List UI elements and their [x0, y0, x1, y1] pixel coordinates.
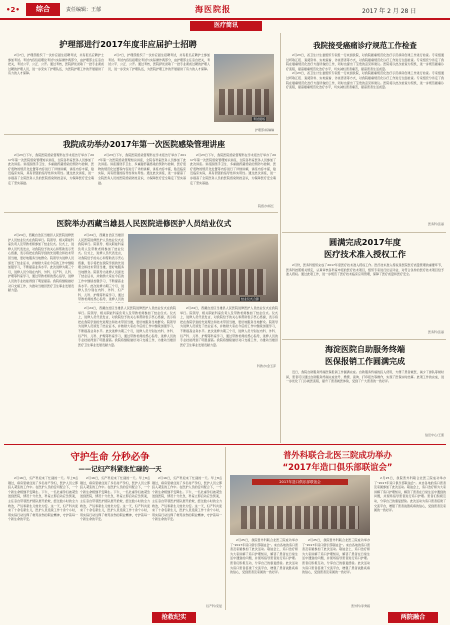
byline: 妇产科/宋瑶 — [205, 604, 222, 608]
article-body: 2月16日，妇产科迎来了忙碌的一天。早上8点刚过，病房里就住进了多名待产孕妇，医护人员立即投入紧张的工作中。在医护人员的密切配合下，一个个新生命相继平安降生。下午，一名危重孕妇被紧急送到医院，情况十分危急，科室立即启动应急预案，主任亲自带领医护团队展开抢救，经过数小时的全力救治，产妇和新生儿转危为安。这一天，妇产科共迎来了十余名新生儿，医护人员连续工作十余个小时，用实际行动诠释了救死扶伤的职业精神，守护着每一个新生命的平安。 — [152, 476, 222, 522]
article-body: 2月24日，西藏自治区当雄县人民医院进修医护人员结业仪式在我院举行。院领导、相关职能科室负责人及带教老师参加了结业仪式。仪式上，进修人员代表发言，对我院给予的关心和帮助表示衷心感谢，表示将把在我院学到的先进理念和技术带回当雄，更好地服务当地群众。院领导为进修人员颁发了结业证书，并勉励大家在今后的工作中继续加强学习，不断提高业务水平。此次进修为期三个月，进修人员分别在内科、外科、妇产科、儿科、护理等科室学习，通过带教老师的悉心指导，进修人员的专业技能得到了明显提高。我院将继续做好对口支援工作，为推动当雄县医疗卫生事业发展贡献力量。 — [180, 306, 278, 347]
article-title: 医院举办西藏当雄县人民医院进修医护人员结业仪式 — [56, 219, 232, 228]
article-body: 2月23日下午，我院医院感染管理科在学术报告厅举办了2017年第一次医院感染管理知识讲座，全院各科室医务人员参加了此次讲座。讲座围绕手卫生、多重耐药菌感染的预防与控制、医疗废物的规范化处置等内容进行了详细讲解，讲座内容丰富，贴近临床实际，具有很强的指导性和实用性。通过此次讲座，进一步提高了全院医务人员的医院感染防控意识，为保障医疗安全奠定了坚实基础。 — [98, 153, 186, 185]
article-body: 近日，我院自助服务终端医保报销工作圆满完成。自助服务终端的投入使用，方便了患者就医，减少了排队等候时间，患者可以通过自助服务终端完成挂号、缴费、查询、打印报告等操作，实现了医保实时结算。此项工作的完成，进一步优化了门诊就医流程，提升了患者就医体验，受到了广大患者的一致好评。 — [286, 370, 444, 384]
column-divider — [225, 447, 226, 610]
section-divider — [282, 339, 446, 340]
article-photo — [128, 234, 278, 302]
article-title: 圆满完成2017年度 — [329, 237, 401, 247]
byline: 信息中心/王蕾 — [424, 433, 444, 437]
news-banner: 医疗简讯 — [190, 21, 262, 31]
article-title: 海淀医院自助服务终端 — [325, 345, 405, 354]
article-body: 2月16日，妇产科迎来了忙碌的一天。早上8点刚过，病房里就住进了多名待产孕妇，医护人员立即投入紧张的工作中。在医护人员的密切配合下，一个个新生命相继平安降生。下午，一名危重孕妇被紧急送到医院，情况十分危急，科室立即启动应急预案，主任亲自带领医护团队展开抢救，经过数小时的全力救治，产妇和新生儿转危为安。这一天，妇产科共迎来了十余名新生儿，医护人员连续工作十余个小时，用实际行动诠释了救死扶伤的职业精神，守护着每一个新生命的平安。 — [80, 476, 150, 522]
article-body: 2月24日，西藏自治区当雄县人民医院进修医护人员结业仪式在我院举行。院领导、相关职能科室负责人及带教老师参加了结业仪式。仪式上，进修人员代表发言，对我院给予的关心和帮助表示衷心感谢，表示将把在我院学到的先进理念和技术带回当雄，更好地服务当地群众。院领导为进修人员颁发了结业证书，并勉励大家在今后的工作中继续加强学习，不断提高业务水平。此次进修为期三个月，进修人员分别在内科、外科、妇产科、儿科、护理等科室学习，通过带教老师的悉心指导，进修人员的专业技能得到了明显提高。我院将继续做好对口支援工作，为推动当雄县医疗卫生事业发展贡献力量。 — [78, 306, 176, 347]
byline: 科教办/金玉萍 — [256, 364, 276, 368]
footer-tab-rescue: 抢救纪实 — [152, 612, 196, 623]
article-title: “2017年造口俱乐部联谊会” — [282, 462, 393, 472]
article-title: 普外科联合北医三院成功举办 — [283, 450, 392, 460]
editor-label: 责任编辑：王郁 — [66, 7, 102, 13]
byline: 普外科/李秀娟 — [350, 604, 370, 608]
photo-caption: 结业仪式合影 — [241, 297, 260, 301]
article-body: 2月24日，西藏自治区当雄县人民医院进修医护人员结业仪式在我院举行。院领导、相关职能科室负责人及带教老师参加了结业仪式。仪式上，进修人员代表发言，对我院给予的关心和帮助表示衷心感谢，表示将把在我院学到的先进理念和技术带回当雄，更好地服务当地群众。院领导为进修人员颁发了结业证书，并勉励大家在今后的工作中继续加强学习，不断提高业务水平。此次进修为期三个月，进修人员分别在内科、外科、妇产科、儿科、护理等科室学习，通过带教老师的悉心指导，进修人员的专业技能得到了明显提高。我院将继续做好对口支援工作，为推动当雄县医疗卫生事业发展贡献力量。 — [8, 233, 74, 293]
article-body: 2月23日下午，我院医院感染管理科在学术报告厅举办了2017年第一次医院感染管理知识讲座，全院各科室医务人员参加了此次讲座。讲座围绕手卫生、多重耐药菌感染的预防与控制、医疗废物的规范化处置等内容进行了详细讲解，讲座内容丰富，贴近临床实际，具有很强的指导性和实用性。通过此次讲座，进一步提高了全院医务人员的医院感染防控意识，为保障医疗安全奠定了坚实基础。 — [190, 153, 276, 185]
byline: 院感办/杨红 — [257, 204, 274, 208]
footer-tab-merge: 两院融合 — [388, 612, 438, 623]
byline: 护理部/杨琳琳 — [254, 128, 274, 132]
article-photo — [214, 54, 274, 122]
article-body: 2月25日，我院普外科联合北医三院成功举办了“2017年造口俱乐部联谊会”。来自各地的造口患者及家属参加了此次活动。联谊会上，造口治疗师为大家讲解了造口护理知识，解答了患者在日常生活中遇到的问题，并现场指导患者进行造口护理。患者们积极互动，分享自己的康复经验。此次活动为造口患者搭建了交流平台，增强了患者战胜疾病的信心，受到患者及家属的一致好评。 — [374, 476, 446, 513]
article-title: 医保报销工作圆满完成 — [325, 357, 405, 366]
issue-date: 2017 年 2 月 28 日 — [362, 8, 417, 15]
article-title: 护理部进行2017年度非应届护士招聘 — [59, 39, 197, 49]
article-body: 2月7日，护理部组织了一次非应届生招聘考试，共有报名应聘护士参加考试。考试内容包括理论考试与实际操作两部分，由护理部主任亲自把关，考试公平、公正、公开。通过考核，医院择优录取了一批专业素质过硬的护理人员，进一步充实了护理队伍，为医院护理工作的开展提供了有力的人才保障。 — [108, 53, 210, 71]
article-body: 2月23日下午，我院医院感染管理科在学术报告厅举办了2017年第一次医院感染管理知识讲座，全院各科室医务人员参加了此次讲座。讲座围绕手卫生、多重耐药菌感染的预防与控制、医疗废物的规范化处置等内容进行了详细讲解，讲座内容丰富，贴近临床实际，具有很强的指导性和实用性。通过此次讲座，进一步提高了全院医务人员的医院感染防控意识，为保障医疗安全奠定了坚实基础。 — [8, 153, 94, 185]
byline: 医务科/张丽 — [427, 330, 444, 334]
section-tab: 综合 — [26, 3, 60, 16]
article-body: 2月25日，我院普外科联合北医三院成功举办了“2017年造口俱乐部联谊会”。来自各地的造口患者及家属参加了此次活动。联谊会上，造口治疗师为大家讲解了造口护理知识，解答了患者在日常生活中遇到的问题，并现场指导患者进行造口护理。患者们积极互动，分享自己的康复经验。此次活动为造口患者搭建了交流平台，增强了患者战胜疾病的信心，受到患者及家属的一致好评。 — [302, 538, 370, 575]
masthead — [0, 0, 450, 22]
photo-caption: 考试现场 — [253, 117, 266, 121]
page-number: •2• — [6, 6, 20, 14]
header-rule — [0, 18, 450, 20]
article-body: 2月7日，护理部组织了一次非应届生招聘考试，共有报名应聘护士参加考试。考试内容包括理论考试与实际操作两部分，由护理部主任亲自把关，考试公平、公正、公开。通过考核，医院择优录取了一批专业素质过硬的护理人员，进一步充实了护理队伍，为医院护理工作的开展提供了有力的人才保障。 — [8, 53, 104, 76]
section-divider — [4, 134, 278, 135]
section-divider — [282, 232, 446, 233]
article-title: 守护生命 分秒必争 — [70, 452, 150, 463]
article-title: 我院成功举办2017年第一次医院感染管理讲座 — [62, 140, 226, 149]
article-body: 2月25日，我院普外科联合北医三院成功举办了“2017年造口俱乐部联谊会”。来自各地的造口患者及家属参加了此次活动。联谊会上，造口治疗师为大家讲解了造口护理知识，解答了患者在日常生活中遇到的问题，并现场指导患者进行造口护理。患者们积极互动，分享自己的康复经验。此次活动为造口患者搭建了交流平台，增强了患者战胜疾病的信心，受到患者及家属的一致好评。 — [230, 538, 298, 575]
article-body: 2月16日，妇产科迎来了忙碌的一天。早上8点刚过，病房里就住进了多名待产孕妇，医护人员立即投入紧张的工作中。在医护人员的密切配合下，一个个新生命相继平安降生。下午，一名危重孕妇被紧急送到医院，情况十分危急，科室立即启动应急预案，主任亲自带领医护团队展开抢救，经过数小时的全力救治，产妇和新生儿转危为安。这一天，妇产科共迎来了十余名新生儿，医护人员连续工作十余个小时，用实际行动诠释了救死扶伤的职业精神，守护着每一个新生命的平安。 — [8, 476, 78, 522]
column-divider — [280, 33, 281, 443]
byline: 医务科/张丽 — [427, 222, 444, 226]
section-divider — [4, 444, 446, 445]
article-body: 2月23日，省卫生计生委组织专家组一行来到我院，对我院癌痛规范化治疗示范病房创建工作进行检查。专家组通过听取汇报、查阅资料、实地查看、访谈患者等方式，对我院癌痛规范化诊疗工作进行全面检查。专家组充分肯定了我院在癌痛规范化治疗方面所做的工作，同时也提出了宝贵的意见和建议。医院将以此次检查为契机，进一步规范癌痛诊疗流程，提高癌痛规范化治疗水平，切实减轻患者痛苦，提高患者生活质量。 2月23日，省卫生计生委组织专家组一行来到我院，对我院癌痛规范化治疗示范病房创建工作进行检查。专家组通过听取汇报、查阅资料、实地查看、访谈患者等方式，对我院癌痛规范化诊疗工作进行全面检查。专家组充分肯定了我院在癌痛规范化治疗方面所做的工作，同时也提出了宝贵的意见和建议。医院将以此次检查为契机，进一步规范癌痛诊疗流程，提高癌痛规范化治疗水平，切实减轻患者痛苦，提高患者生活质量。 — [286, 53, 444, 90]
article-body: 2月份，医务科组织完成了2017年度医疗技术准入授权工作。医疗技术准入授权是医院医疗质量管理的重要环节，医务科按照相关规定，认真审核各科室申报的医疗技术项目，组织专家进行论证评估，对符合条件的医疗技术项目给予准入授权。通过此项工作，进一步规范了医疗技术临床应用管理，保障了医疗质量和医疗安全。 — [286, 263, 444, 277]
section-divider — [4, 212, 278, 213]
article-title: 我院接受癌痛诊疗规范工作检查 — [313, 41, 417, 50]
article-title: 医疗技术准入授权工作 — [324, 249, 406, 259]
paper-name: 海医院报 — [195, 5, 231, 14]
article-subtitle: ——记妇产科紧张忙碌的一天 — [78, 465, 162, 473]
article-body: 2月24日，西藏自治区当雄县人民医院进修医护人员结业仪式在我院举行。院领导、相关职能科室负责人及带教老师参加了结业仪式。仪式上，进修人员代表发言，对我院给予的关心和帮助表示衷心感谢，表示将把在我院学到的先进理念和技术带回当雄，更好地服务当地群众。院领导为进修人员颁发了结业证书，并勉励大家在今后的工作中继续加强学习，不断提高业务水平。此次进修为期三个月，进修人员分别在内科、外科、妇产科、儿科、护理等科室学习，通过带教老师的悉心指导，进修人员的 — [78, 233, 124, 302]
photo-banner: 2017年造口俱乐部联谊会 — [252, 479, 348, 485]
